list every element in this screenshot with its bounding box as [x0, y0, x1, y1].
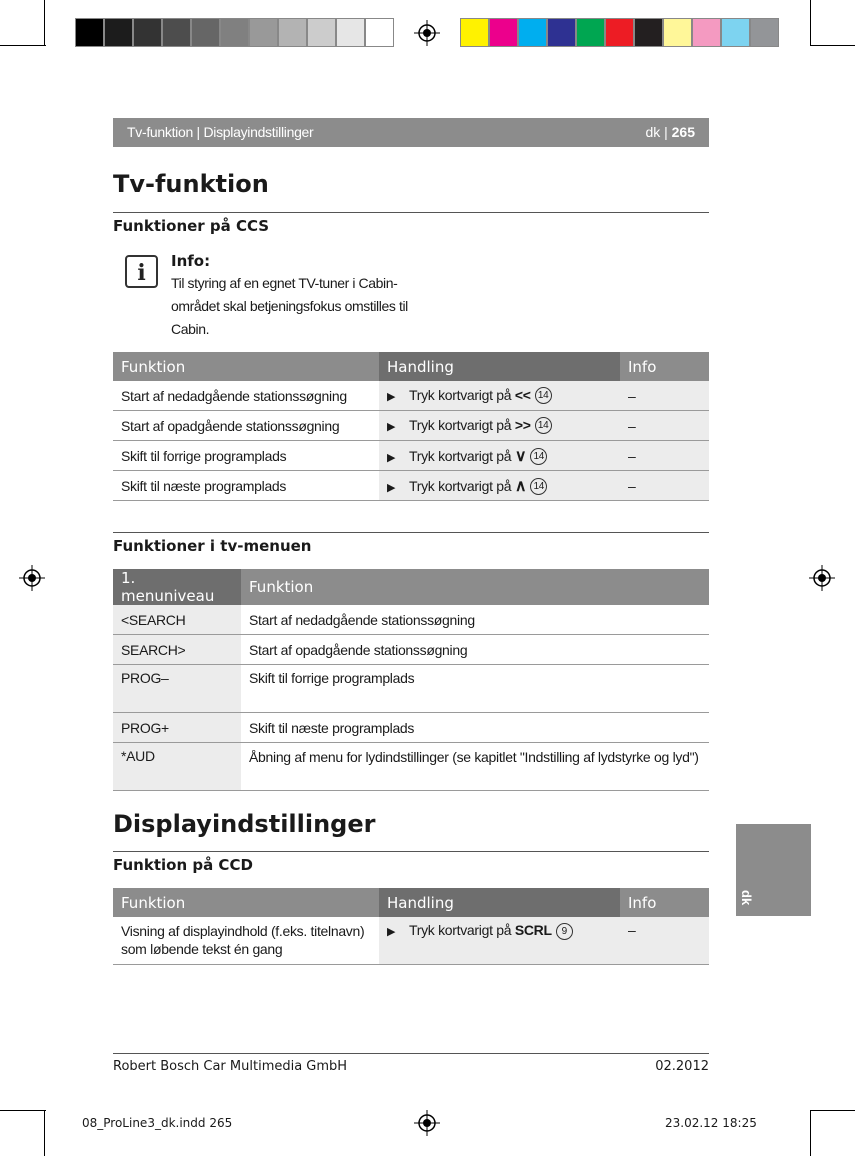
crop-mark: [810, 45, 855, 46]
cell-funktion: Skift til forrige programplads: [113, 441, 379, 471]
table-header-row: [113, 888, 709, 917]
column-header: Info: [620, 888, 709, 917]
swatch: [721, 18, 750, 47]
table-row: [113, 411, 709, 441]
cell-level: PROG–: [113, 665, 241, 713]
swatch: [307, 18, 336, 47]
swatch: [365, 18, 394, 47]
subsection-title-ccd: Funktion på CCD: [113, 856, 253, 874]
chevron-up-icon: ∧: [514, 477, 527, 495]
divider: [113, 851, 709, 852]
crop-mark: [0, 45, 46, 46]
key-number: 14: [535, 417, 552, 434]
crop-mark: [44, 1110, 45, 1156]
registration-mark-icon: [414, 20, 440, 46]
swatch: [576, 18, 605, 47]
table-row: [113, 605, 709, 635]
column-header: Info: [620, 352, 709, 381]
language-tab: [736, 824, 811, 916]
cell-level: SEARCH>: [113, 635, 241, 665]
bullet-arrow-icon: ▶: [387, 390, 396, 403]
swatch: [605, 18, 634, 47]
cell-funktion: Start af nedadgående stationssøgning: [241, 605, 709, 635]
crop-mark: [810, 1110, 855, 1111]
ccd-table: [113, 888, 709, 965]
bullet-arrow-icon: ▶: [387, 451, 396, 464]
handling-text: Tryk kortvarigt på: [409, 447, 515, 464]
table-row: [113, 743, 709, 791]
column-header: Handling: [379, 888, 620, 917]
handling-text: Tryk kortvarigt på: [409, 922, 515, 938]
cell-funktion: Start af nedadgående stationssøgning: [113, 381, 379, 411]
subsection-title-ccs: Funktioner på CCS: [113, 217, 270, 235]
table-row: [113, 713, 709, 743]
crop-mark: [0, 1110, 46, 1111]
crop-mark: [44, 0, 45, 46]
section-title-tv: Tv-funktion: [113, 170, 269, 198]
cell-funktion: Start af opadgående stationssøgning: [113, 411, 379, 441]
crop-mark: [810, 1110, 811, 1156]
slug-timestamp: 23.02.12 18:25: [665, 1116, 757, 1130]
header-lang: dk |: [645, 124, 672, 140]
registration-mark-icon: [809, 565, 835, 591]
swatch: [460, 18, 489, 47]
cell-funktion: Skift til næste programplads: [241, 713, 709, 743]
swatch: [133, 18, 162, 47]
key-number: 14: [535, 387, 552, 404]
footer-date: 02.2012: [655, 1059, 709, 1074]
column-header: Handling: [379, 352, 620, 381]
handling-text: Tryk kortvarigt på: [409, 477, 515, 494]
handling-text: Tryk kortvarigt på: [409, 386, 515, 403]
swatch: [278, 18, 307, 47]
info-glyph: i: [137, 260, 146, 286]
table-row: [113, 471, 709, 501]
key-label: <<: [514, 386, 531, 403]
bullet-arrow-icon: ▶: [387, 420, 396, 433]
table-header-row: [113, 352, 709, 381]
column-header: Funktion: [113, 888, 379, 917]
key-label: >>: [514, 416, 531, 433]
info-text: Til styring af en egnet TV-tuner i Cabin-området skal betjeningsfokus omstilles til Cabin.: [171, 275, 408, 337]
swatch: [75, 18, 104, 47]
page-number: 265: [671, 124, 695, 140]
cell-funktion: Start af opadgående stationssøgning: [241, 635, 709, 665]
column-header: Funktion: [113, 352, 379, 381]
info-icon: [125, 255, 158, 288]
swatch: [663, 18, 692, 47]
swatch: [162, 18, 191, 47]
swatch: [191, 18, 220, 47]
cell-info: –: [620, 471, 709, 501]
swatch: [750, 18, 779, 47]
key-label: SCRL: [514, 922, 552, 938]
cell-level: PROG+: [113, 713, 241, 743]
table-row: [113, 441, 709, 471]
swatch: [104, 18, 133, 47]
bullet-arrow-icon: ▶: [387, 481, 396, 494]
cell-handling: [379, 381, 620, 411]
menu-table: [113, 569, 709, 791]
registration-mark-icon: [414, 1110, 440, 1136]
divider: [113, 212, 709, 213]
key-number: 14: [530, 448, 547, 465]
ccs-table: [113, 352, 709, 501]
registration-mark-icon: [19, 565, 45, 591]
cell-funktion: Visning af displayindhold (f.eks. titelnavn) som løbende tekst én gang: [113, 917, 379, 965]
cell-funktion: Skift til forrige programplads: [241, 665, 709, 713]
key-number: 9: [556, 923, 573, 940]
swatch: [518, 18, 547, 47]
divider: [113, 532, 709, 533]
cell-info: –: [620, 381, 709, 411]
column-header: 1. menuniveau: [113, 569, 241, 605]
info-title: Info:: [171, 252, 211, 270]
cell-funktion: Åbning af menu for lydindstillinger (se kapitlet "Indstilling af lydstyrke og lyd"): [241, 743, 709, 791]
cell-level: *AUD: [113, 743, 241, 791]
table-row: [113, 381, 709, 411]
cell-info: –: [620, 441, 709, 471]
swatch: [692, 18, 721, 47]
footer-divider: [113, 1053, 709, 1054]
header-page: [645, 124, 695, 140]
handling-text: Tryk kortvarigt på: [409, 416, 515, 433]
table-header-row: [113, 569, 709, 605]
slug-file: 08_ProLine3_dk.indd 265: [82, 1116, 233, 1130]
table-row: [113, 917, 709, 965]
swatch: [249, 18, 278, 47]
column-header: Funktion: [241, 569, 709, 605]
section-title-display: Displayindstillinger: [113, 810, 376, 838]
running-header: [113, 118, 709, 147]
cell-info: –: [620, 917, 709, 965]
table-row: [113, 635, 709, 665]
swatch: [634, 18, 663, 47]
swatch: [489, 18, 518, 47]
cell-handling: [379, 471, 620, 501]
cell-funktion: Skift til næste programplads: [113, 471, 379, 501]
cell-handling: [379, 411, 620, 441]
key-number: 14: [530, 478, 547, 495]
cell-info: –: [620, 411, 709, 441]
cell-handling: [379, 917, 620, 965]
cell-level: <SEARCH: [113, 605, 241, 635]
crop-mark: [810, 0, 811, 46]
cell-handling: [379, 441, 620, 471]
swatch: [547, 18, 576, 47]
swatch: [220, 18, 249, 47]
bullet-arrow-icon: ▶: [387, 926, 396, 938]
swatch: [336, 18, 365, 47]
header-title: Tv-funktion | Displayindstillinger: [127, 124, 314, 140]
table-row: [113, 665, 709, 713]
subsection-title-menu: Funktioner i tv-menuen: [113, 537, 312, 555]
footer-company: Robert Bosch Car Multimedia GmbH: [113, 1059, 348, 1074]
language-tab-label: dk: [739, 890, 754, 906]
chevron-down-icon: ∨: [514, 447, 527, 465]
